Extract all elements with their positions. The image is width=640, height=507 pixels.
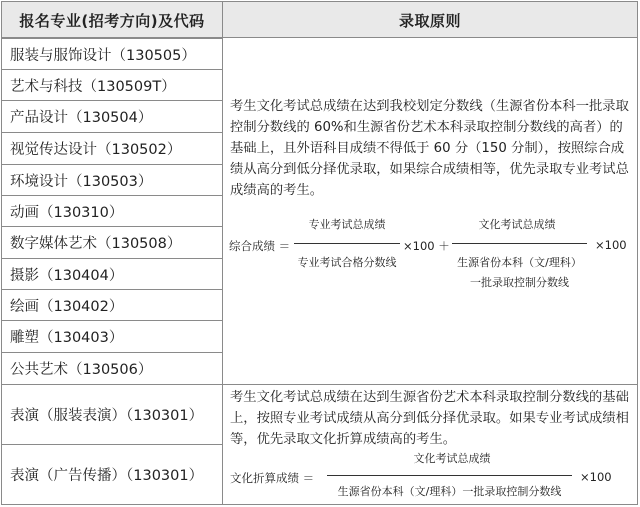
formula-2-bar <box>327 475 572 476</box>
formula-1-times-plus: ×100 ＋ <box>403 239 450 253</box>
formula-1-frac2-numerator: 文化考试总成绩 <box>478 218 556 231</box>
column-divider <box>222 2 223 504</box>
formula-1-frac1-numerator: 专业考试总成绩 <box>308 218 386 231</box>
formula-1-frac2-bar <box>452 243 587 244</box>
major-row: 表演（广告传播）（130301） <box>2 444 222 504</box>
major-row: 绘画（130402） <box>2 289 222 320</box>
formula-2-numerator: 文化考试总成绩 <box>413 452 491 465</box>
formula-2-times: ×100 <box>580 470 612 484</box>
formula-2-label: 文化折算成绩 ＝ <box>230 471 315 485</box>
formula-1-frac2-denominator-line1: 生源省份本科（文/理科） <box>457 256 582 269</box>
formula-1-times: ×100 <box>595 238 627 252</box>
major-row: 视觉传达设计（130502） <box>2 132 222 164</box>
header-divider <box>2 37 637 38</box>
formula-1-frac2-denominator-line2: 一批录取控制分数线 <box>470 276 569 289</box>
major-row: 动画（130310） <box>2 195 222 226</box>
header-rule-column: 录取原则 <box>223 2 637 38</box>
formula-1-label: 综合成绩 ＝ <box>229 239 291 253</box>
major-row: 数字媒体艺术（130508） <box>2 226 222 258</box>
major-row: 艺术与科技（130509T） <box>2 69 222 100</box>
major-row: 环境设计（130503） <box>2 164 222 195</box>
major-row: 公共艺术（130506） <box>2 352 222 384</box>
major-row: 雕塑（130403） <box>2 320 222 352</box>
admission-table <box>1 1 638 505</box>
header-major-column: 报名专业(招考方向)及代码 <box>2 2 222 38</box>
formula-1-frac1-denominator: 专业考试合格分数线 <box>297 256 397 269</box>
rule-2-text: 考生文化考试总成绩在达到生源省份艺术本科录取控制分数线的基础上，按照专业考试成绩从高分到低分择优录取。如果专业考试成绩相等，优先录取文化折算成绩高的考生。 <box>230 390 629 447</box>
major-row: 摄影（130404） <box>2 258 222 289</box>
formula-1-frac1-bar <box>294 243 400 244</box>
major-row: 产品设计（130504） <box>2 100 222 132</box>
major-row: 服装与服饰设计（130505） <box>2 38 222 69</box>
rule-divider <box>223 384 637 385</box>
major-row: 表演（服装表演）（130301） <box>2 384 222 444</box>
formula-2-denominator: 生源省份本科（文/理科）一批录取控制分数线 <box>337 485 562 498</box>
rule-1-text: 考生文化考试总成绩在达到我校划定分数线（生源省份本科一批录取控制分数线的 60%和生源省份艺术本科录取控制分数线的高者）的基础上，且外语科目成绩不得低于 60 分（150 分制），按照综合成绩从高分到低分择优录取，如果综合成绩相等，优先录取专业考试总成绩高的考生。 <box>230 99 629 198</box>
